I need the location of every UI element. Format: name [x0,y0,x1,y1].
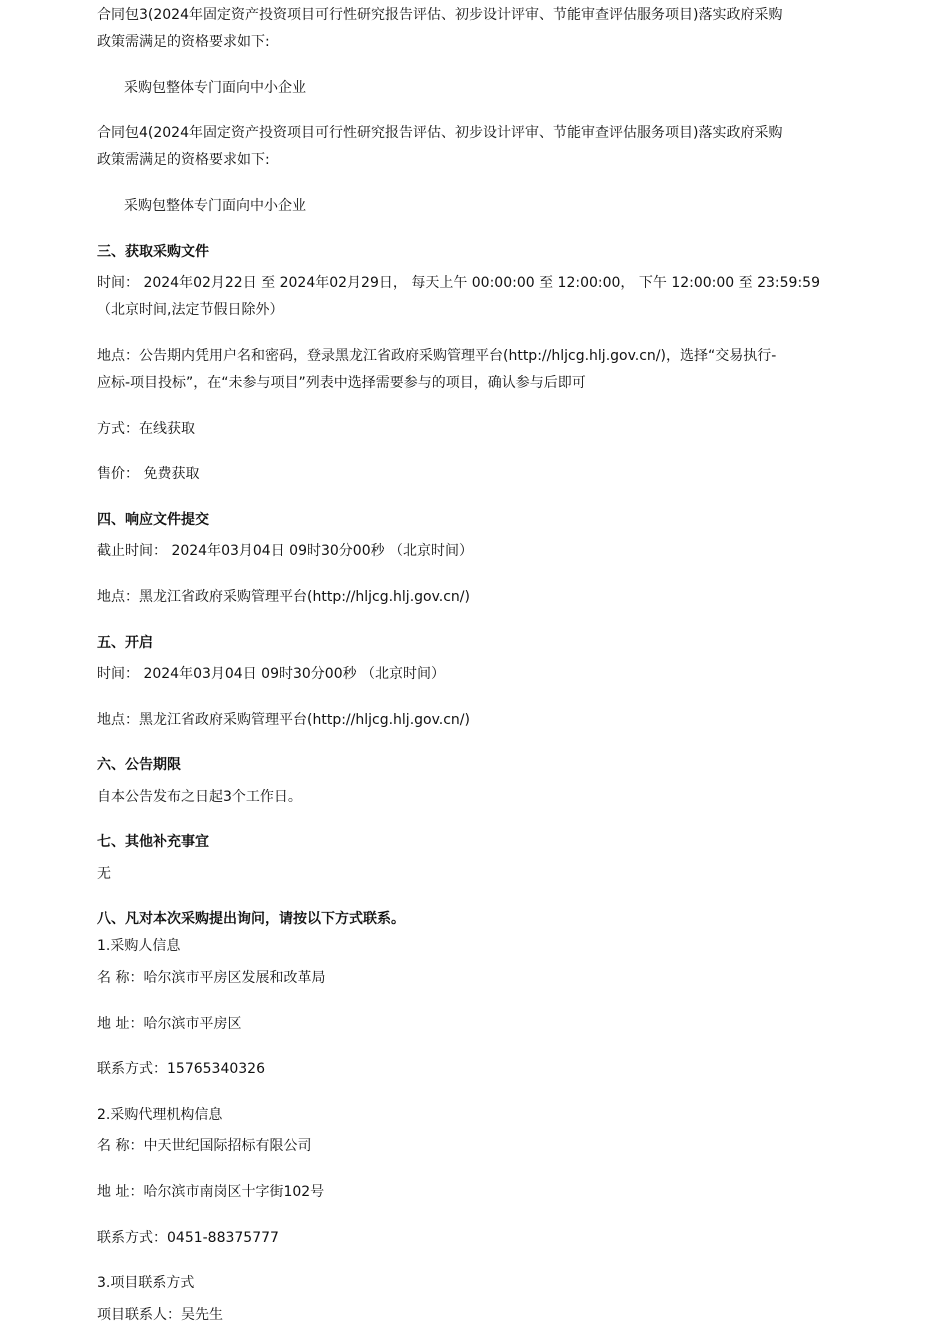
buyer-address: 地 址：哈尔滨市平房区 [97,1016,242,1032]
section3-method: 方式：在线获取 [97,421,195,437]
section7-heading: 七、其他补充事宜 [97,834,209,850]
package4-line1: 合同包4(2024年固定资产投资项目可行性研究报告评估、初步设计评审、节能审查评估服务项目)落实政府采购 [97,125,783,141]
section3-time-line2: （北京时间,法定节假日除外） [97,302,284,318]
section3-price: 售价： 免费获取 [97,466,200,482]
section5-time: 时间： 2024年03月04日 09时30分00秒 （北京时间） [97,666,446,682]
package4-line2: 政策需满足的资格要求如下: [97,152,270,168]
section5-place: 地点：黑龙江省政府采购管理平台(http://hljcg.hlj.gov.cn/) [97,712,470,728]
agency-info-title: 2.采购代理机构信息 [97,1107,223,1123]
package3-line2: 政策需满足的资格要求如下: [97,34,270,50]
buyer-info-title: 1.采购人信息 [97,938,181,954]
section4-heading: 四、响应文件提交 [97,512,209,528]
section7-text: 无 [97,866,111,882]
section3-heading: 三、获取采购文件 [97,244,209,260]
agency-contact: 联系方式：0451-88375777 [97,1230,279,1246]
project-contact-person: 项目联系人：吴先生 [97,1307,223,1323]
package4-requirement: 采购包整体专门面向中小企业 [124,198,306,214]
section6-heading: 六、公告期限 [97,757,181,773]
package3-line1: 合同包3(2024年固定资产投资项目可行性研究报告评估、初步设计评审、节能审查评估服务项目)落实政府采购 [97,7,783,23]
agency-address: 地 址：哈尔滨市南岗区十字街102号 [97,1184,325,1200]
package3-requirement: 采购包整体专门面向中小企业 [124,80,306,96]
section5-heading: 五、开启 [97,635,153,651]
section8-heading: 八、凡对本次采购提出询问，请按以下方式联系。 [97,911,405,927]
section6-text: 自本公告发布之日起3个工作日。 [97,789,302,805]
agency-name: 名 称：中天世纪国际招标有限公司 [97,1138,312,1154]
section4-place: 地点：黑龙江省政府采购管理平台(http://hljcg.hlj.gov.cn/) [97,589,470,605]
buyer-contact: 联系方式：15765340326 [97,1061,265,1077]
section4-deadline: 截止时间： 2024年03月04日 09时30分00秒 （北京时间） [97,543,474,559]
buyer-name: 名 称：哈尔滨市平房区发展和改革局 [97,970,326,986]
section3-place-line2: 应标-项目投标”，在“未参与项目”列表中选择需要参与的项目，确认参与后即可 [97,375,586,391]
project-contact-title: 3.项目联系方式 [97,1275,195,1291]
section3-time-line1: 时间： 2024年02月22日 至 2024年02月29日， 每天上午 00:00:00 至 12:00:00， 下午 12:00:00 至 23:59:59 [97,275,820,291]
section3-place-line1: 地点：公告期内凭用户名和密码，登录黑龙江省政府采购管理平台(http://hljcg.hlj.gov.cn/)，选择“交易执行- [97,348,777,364]
